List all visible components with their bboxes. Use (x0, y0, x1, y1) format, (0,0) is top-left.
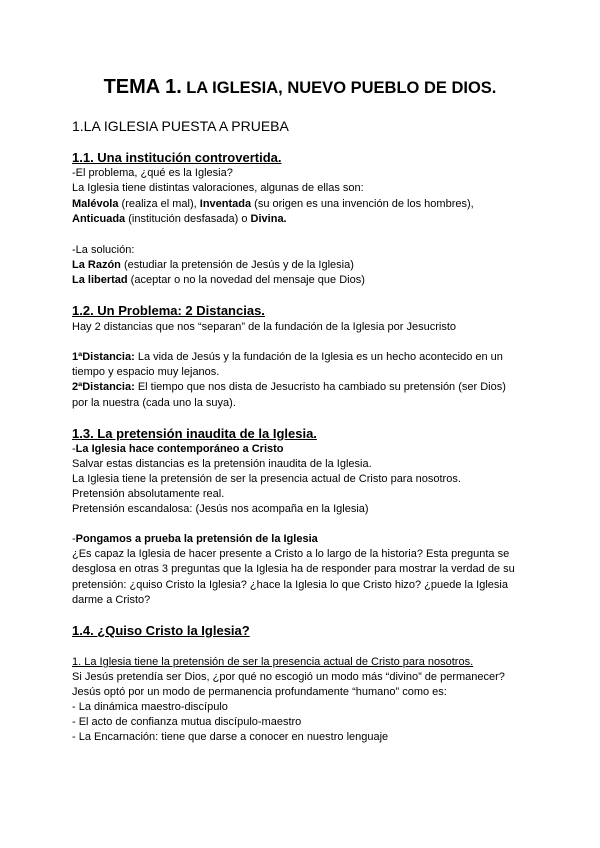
title-tema: TEMA 1. (103, 76, 182, 98)
paragraph-line (72, 350, 503, 365)
paragraph-line: Pretensión absolutamente real. (72, 488, 225, 500)
subsection-heading-1-2: 1.2. Un Problema: 2 Distancias. (72, 303, 265, 318)
paragraph-line: -El problema, ¿qué es la Iglesia? (72, 167, 233, 179)
paragraph-line: desglosa en otras 3 preguntas que la Iglesia ha de responder para mostrar la verdad de su (72, 563, 515, 575)
term-bold: La Iglesia hace contemporáneo a Cristo (75, 443, 284, 455)
paragraph-line (72, 273, 365, 288)
paragraph-line: por la nuestra (cada uno la suya). (72, 397, 236, 409)
underlined-line: 1. La Iglesia tiene la pretensión de ser la presencia actual de Cristo para nosotros. (72, 656, 474, 668)
term-bold: Anticuada (72, 213, 126, 225)
paragraph-line (72, 442, 284, 457)
term-bold: Pongamos a prueba la pretensión de la Iglesia (75, 533, 318, 545)
paragraph-line (72, 258, 354, 273)
term-bold: Divina. (250, 213, 287, 225)
text: (su origen es una invención de los hombres), (251, 198, 474, 210)
paragraph-line: La Iglesia tiene distintas valoraciones, algunas de ellas son: (72, 182, 364, 194)
section-heading: 1.LA IGLESIA PUESTA A PRUEBA (72, 118, 289, 134)
page-title (72, 76, 528, 99)
paragraph-line: darme a Cristo? (72, 594, 151, 606)
text: - (72, 533, 76, 545)
text: El tiempo que nos dista de Jesucristo ha cambiado su pretensión (ser Dios) (134, 381, 506, 393)
term-bold: Malévola (72, 198, 119, 210)
term-bold: La libertad (72, 274, 128, 286)
text: (realiza el mal), (118, 198, 200, 210)
paragraph-line: ¿Es capaz la Iglesia de hacer presente a Cristo a lo largo de la historia? Esta pregunta se (72, 548, 510, 560)
paragraph-line: -La solución: (72, 244, 135, 256)
text: (estudiar la pretensión de Jesús y de la Iglesia) (120, 259, 354, 271)
list-item: - La dinámica maestro-discípulo (72, 701, 228, 713)
paragraph-line: La Iglesia tiene la pretensión de ser la presencia actual de Cristo para nosotros. (72, 473, 461, 485)
text: - (72, 443, 76, 455)
text: (institución desfasada) o (125, 213, 251, 225)
paragraph-line: Jesús optó por un modo de permanencia profundamente “humano” como es: (72, 686, 447, 698)
list-item: - El acto de confianza mutua discípulo-maestro (72, 716, 302, 728)
term-bold: Inventada (199, 198, 252, 210)
paragraph-line: Si Jesús pretendía ser Dios, ¿por qué no escogió un modo más “divino” de permanecer? (72, 671, 505, 683)
text: (aceptar o no la novedad del mensaje que Dios) (127, 274, 365, 286)
subsection-heading-1-4: 1.4. ¿Quiso Cristo la Iglesia? (72, 623, 250, 638)
paragraph-line (72, 197, 474, 212)
subsection-heading-1-1: 1.1. Una institución controvertida. (72, 150, 282, 165)
subsection-heading-1-3: 1.3. La pretensión inaudita de la Iglesia. (72, 426, 317, 441)
title-rest: LA IGLESIA, NUEVO PUEBLO DE DIOS. (186, 79, 497, 97)
term-bold: La Razón (72, 259, 121, 271)
paragraph-line (72, 380, 506, 395)
term-bold: 2ªDistancia: (72, 381, 135, 393)
paragraph-line: Hay 2 distancias que nos “separan” de la fundación de la Iglesia por Jesucristo (72, 321, 457, 333)
list-item: - La Encarnación: tiene que darse a conocer en nuestro lenguaje (72, 731, 389, 743)
paragraph-line: pretensión: ¿quiso Cristo la Iglesia? ¿hace la Iglesia lo que Cristo hizo? ¿puede la Iglesia (72, 579, 508, 591)
paragraph-line (72, 212, 287, 227)
term-bold: 1ªDistancia: (72, 351, 135, 363)
paragraph-line: Pretensión escandalosa: (Jesús nos acompaña en la Iglesia) (72, 503, 369, 515)
paragraph-line (72, 532, 318, 547)
paragraph-line: tiempo y espacio muy lejanos. (72, 366, 220, 378)
text: La vida de Jesús y la fundación de la Iglesia es un hecho acontecido en un (134, 351, 503, 363)
paragraph-line: Salvar estas distancias es la pretensión inaudita de la Iglesia. (72, 458, 372, 470)
